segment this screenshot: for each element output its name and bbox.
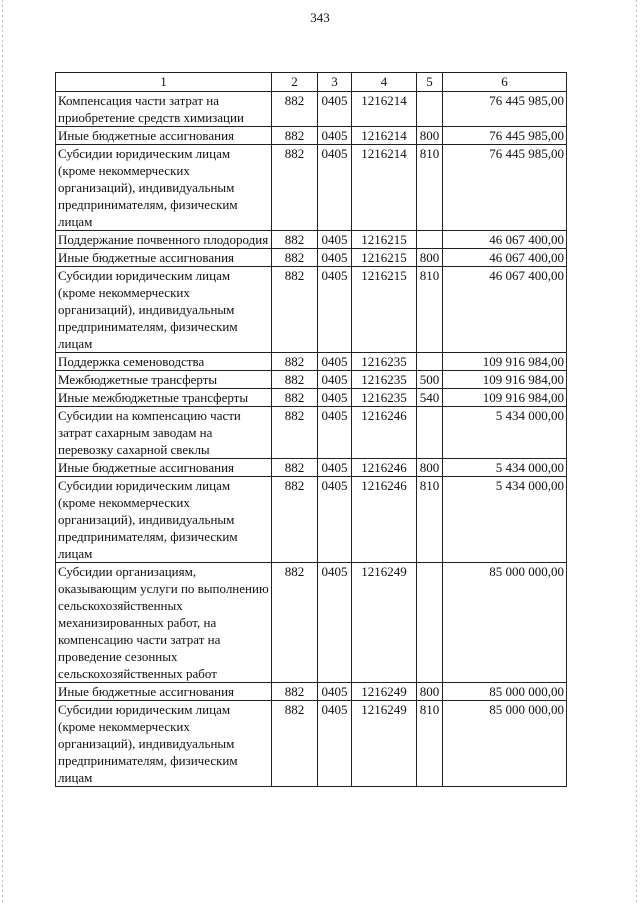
row-section-code: 0405 (318, 477, 352, 563)
row-expense-type (417, 353, 443, 371)
row-expense-type (417, 231, 443, 249)
row-ministry-code: 882 (272, 371, 318, 389)
row-target-code: 1216246 (352, 407, 417, 459)
row-amount: 109 916 984,00 (443, 389, 567, 407)
scan-edge-left (2, 0, 3, 905)
row-name: Субсидии организациям, оказывающим услуги по выполнению сельскохозяйственных механизированных работ, на компенсацию части затрат на проведение сезонных сельскохозяйственных работ (56, 563, 272, 683)
row-amount: 85 000 000,00 (443, 683, 567, 701)
column-header: 1 (56, 73, 272, 92)
row-name: Межбюджетные трансферты (56, 371, 272, 389)
row-expense-type (417, 92, 443, 127)
row-section-code: 0405 (318, 371, 352, 389)
row-amount: 109 916 984,00 (443, 353, 567, 371)
row-amount: 76 445 985,00 (443, 145, 567, 231)
row-expense-type: 500 (417, 371, 443, 389)
row-amount: 46 067 400,00 (443, 249, 567, 267)
row-target-code: 1216215 (352, 231, 417, 249)
row-expense-type (417, 407, 443, 459)
row-expense-type: 810 (417, 145, 443, 231)
row-amount: 85 000 000,00 (443, 701, 567, 787)
row-ministry-code: 882 (272, 563, 318, 683)
page-number: 343 (310, 10, 330, 25)
row-target-code: 1216235 (352, 353, 417, 371)
row-name: Субсидии юридическим лицам (кроме некоммерческих организаций), индивидуальным предпринимателям, физическим лицам (56, 145, 272, 231)
row-name: Иные бюджетные ассигнования (56, 459, 272, 477)
row-ministry-code: 882 (272, 683, 318, 701)
table-row (56, 127, 567, 145)
column-header: 5 (417, 73, 443, 92)
row-name: Иные бюджетные ассигнования (56, 249, 272, 267)
row-ministry-code: 882 (272, 477, 318, 563)
row-amount: 85 000 000,00 (443, 563, 567, 683)
row-name: Иные межбюджетные трансферты (56, 389, 272, 407)
row-target-code: 1216235 (352, 389, 417, 407)
row-section-code: 0405 (318, 249, 352, 267)
table-row (56, 389, 567, 407)
table-row (56, 353, 567, 371)
scan-edge-right (636, 0, 637, 905)
row-ministry-code: 882 (272, 407, 318, 459)
row-expense-type: 810 (417, 701, 443, 787)
table-row (56, 231, 567, 249)
row-ministry-code: 882 (272, 701, 318, 787)
row-name: Субсидии юридическим лицам (кроме некоммерческих организаций), индивидуальным предпринимателям, физическим лицам (56, 267, 272, 353)
table-row (56, 477, 567, 563)
row-ministry-code: 882 (272, 389, 318, 407)
table-row (56, 145, 567, 231)
row-name: Поддержание почвенного плодородия (56, 231, 272, 249)
row-ministry-code: 882 (272, 249, 318, 267)
row-section-code: 0405 (318, 145, 352, 231)
row-name: Компенсация части затрат на приобретение средств химизации (56, 92, 272, 127)
row-section-code: 0405 (318, 92, 352, 127)
row-target-code: 1216246 (352, 459, 417, 477)
row-name: Субсидии юридическим лицам (кроме некоммерческих организаций), индивидуальным предпринимателям, физическим лицам (56, 477, 272, 563)
row-name: Поддержка семеноводства (56, 353, 272, 371)
row-name: Субсидии на компенсацию части затрат сахарным заводам на перевозку сахарной свеклы (56, 407, 272, 459)
table-row (56, 407, 567, 459)
row-expense-type: 540 (417, 389, 443, 407)
row-amount: 46 067 400,00 (443, 231, 567, 249)
row-target-code: 1216214 (352, 92, 417, 127)
column-header: 4 (352, 73, 417, 92)
header-row (56, 73, 567, 92)
row-amount: 5 434 000,00 (443, 407, 567, 459)
row-expense-type: 800 (417, 127, 443, 145)
column-header: 6 (443, 73, 567, 92)
row-amount: 5 434 000,00 (443, 477, 567, 563)
row-amount: 46 067 400,00 (443, 267, 567, 353)
table-row (56, 267, 567, 353)
row-section-code: 0405 (318, 267, 352, 353)
table-row (56, 92, 567, 127)
budget-table (55, 72, 567, 787)
row-target-code: 1216249 (352, 683, 417, 701)
row-ministry-code: 882 (272, 231, 318, 249)
table-row (56, 563, 567, 683)
row-ministry-code: 882 (272, 459, 318, 477)
row-name: Субсидии юридическим лицам (кроме некоммерческих организаций), индивидуальным предпринимателям, физическим лицам (56, 701, 272, 787)
table-row (56, 459, 567, 477)
row-expense-type (417, 563, 443, 683)
row-section-code: 0405 (318, 127, 352, 145)
row-expense-type: 800 (417, 683, 443, 701)
row-section-code: 0405 (318, 389, 352, 407)
row-name: Иные бюджетные ассигнования (56, 683, 272, 701)
table-row (56, 371, 567, 389)
table-row (56, 701, 567, 787)
column-header: 2 (272, 73, 318, 92)
row-amount: 76 445 985,00 (443, 127, 567, 145)
row-ministry-code: 882 (272, 127, 318, 145)
row-amount: 76 445 985,00 (443, 92, 567, 127)
row-target-code: 1216246 (352, 477, 417, 563)
table-row (56, 683, 567, 701)
row-amount: 109 916 984,00 (443, 371, 567, 389)
row-ministry-code: 882 (272, 267, 318, 353)
row-name: Иные бюджетные ассигнования (56, 127, 272, 145)
row-ministry-code: 882 (272, 145, 318, 231)
row-section-code: 0405 (318, 231, 352, 249)
row-target-code: 1216214 (352, 145, 417, 231)
row-section-code: 0405 (318, 683, 352, 701)
row-section-code: 0405 (318, 407, 352, 459)
row-expense-type: 800 (417, 249, 443, 267)
row-expense-type: 810 (417, 267, 443, 353)
row-amount: 5 434 000,00 (443, 459, 567, 477)
column-header: 3 (318, 73, 352, 92)
row-section-code: 0405 (318, 701, 352, 787)
row-target-code: 1216235 (352, 371, 417, 389)
row-ministry-code: 882 (272, 353, 318, 371)
row-expense-type: 810 (417, 477, 443, 563)
row-ministry-code: 882 (272, 92, 318, 127)
row-target-code: 1216215 (352, 249, 417, 267)
table-row (56, 249, 567, 267)
row-target-code: 1216249 (352, 701, 417, 787)
row-section-code: 0405 (318, 353, 352, 371)
row-target-code: 1216249 (352, 563, 417, 683)
row-section-code: 0405 (318, 459, 352, 477)
row-expense-type: 800 (417, 459, 443, 477)
row-target-code: 1216214 (352, 127, 417, 145)
row-target-code: 1216215 (352, 267, 417, 353)
row-section-code: 0405 (318, 563, 352, 683)
